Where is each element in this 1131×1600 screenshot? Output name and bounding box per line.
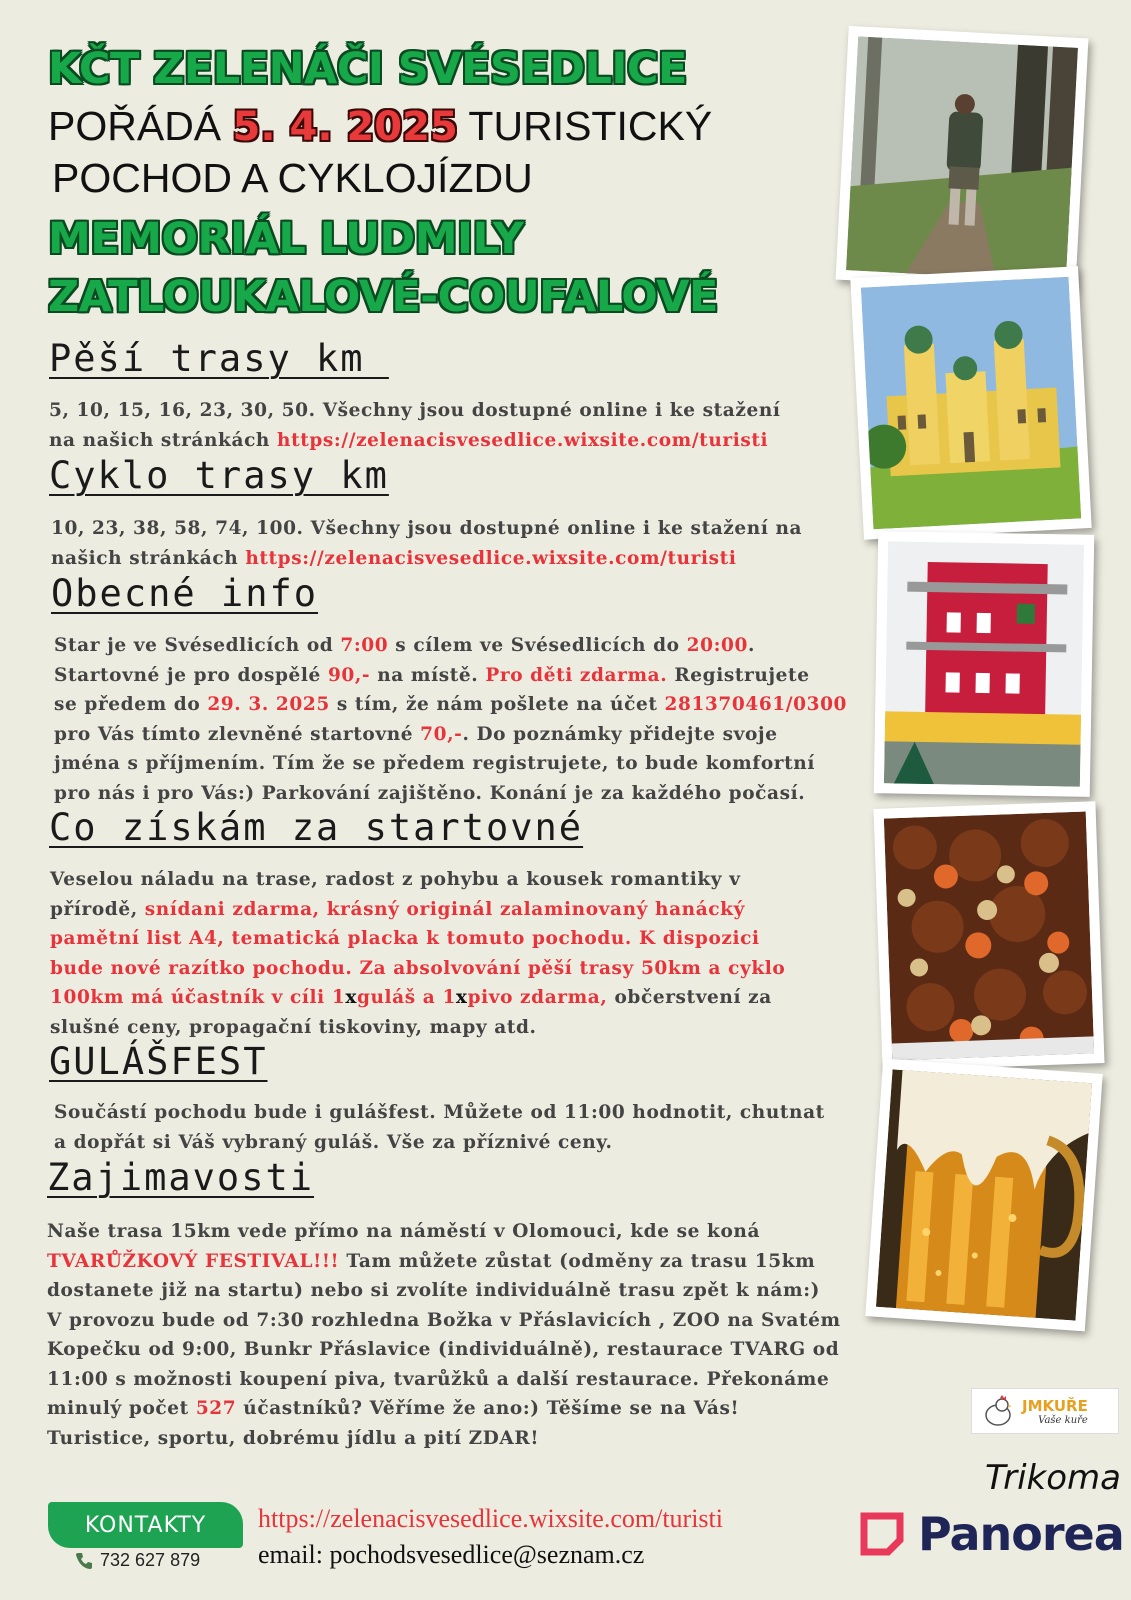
rewards-highlight: pivo zdarma, <box>467 987 608 1008</box>
rewards-heading: Co získám za startovné <box>49 806 584 849</box>
panorea-square-icon <box>860 1512 904 1556</box>
participant-count: 527 <box>195 1398 237 1419</box>
photo-hiker <box>836 26 1089 292</box>
rewards-highlight: 100km má účastník v cíli 1 <box>50 987 346 1008</box>
info-text: na místě. <box>370 664 486 686</box>
sights-line <box>47 1394 841 1424</box>
event-date: 5. 4. 2025 <box>232 104 458 150</box>
walk-routes-line: 5, 10, 15, 16, 23, 30, 50. Všechny jsou dostupné online i ke stažení <box>49 400 781 421</box>
title-memorial: MEMORIÁL LUDMILY <box>48 214 524 264</box>
rewards-line: slušné ceny, propagační tiskoviny, mapy atd. <box>50 1016 537 1038</box>
cycle-routes-heading: Cyklo trasy km <box>49 454 389 497</box>
photo-basilica <box>850 266 1091 540</box>
photo-beer <box>865 1059 1102 1332</box>
rewards-line: bude nové razítko pochodu. Za absolvování pěší trasy 50km a cyklo <box>50 957 786 979</box>
sights-line: 11:00 s možnosti koupení piva, tvarůžků a další restaurace. Překonáme <box>47 1368 830 1390</box>
info-line <box>54 690 847 720</box>
sights-line: Naše trasa 15km vede přímo na náměstí v Olomouci, kde se koná <box>47 1221 761 1242</box>
cycle-routes-link[interactable]: https://zelenacisvesedlice.wixsite.com/turisti <box>245 547 737 569</box>
info-text: Startovné je pro dospělé <box>54 664 328 686</box>
goulash-line: a dopřát si Váš vybraný guláš. Vše za příznivé ceny. <box>54 1131 613 1153</box>
title-organizes-post: TURISTICKÝ <box>457 103 713 149</box>
beer-image <box>876 1069 1092 1320</box>
kids-free: Pro děti zdarma. <box>485 664 668 686</box>
rewards-line <box>50 983 785 1013</box>
phone-icon <box>74 1551 94 1571</box>
rewards-text-part: občerstvení za <box>607 987 772 1008</box>
photo-tower <box>874 531 1095 797</box>
info-text: Star je ve Svésedlicích od <box>54 635 341 656</box>
info-text: pro Vás tímto zlevněné startovné <box>54 723 421 745</box>
walk-routes-heading: Pěší trasy km <box>49 337 389 380</box>
sights-heading: Zajimavosti <box>47 1156 315 1199</box>
cycle-routes-text <box>51 514 802 573</box>
info-text: Registrujete <box>667 664 810 686</box>
panorea-text: Panorea <box>918 1507 1124 1561</box>
info-line <box>54 661 847 691</box>
rewards-line: Veselou náladu na trase, radost z pohybu a kousek romantiky v <box>50 869 741 890</box>
info-text: se předem do <box>54 694 208 715</box>
rewards-times: x <box>455 987 468 1008</box>
cycle-routes-line <box>51 544 802 574</box>
info-line: jména s příjmením. Tím že se předem registrujete, to bude komfortní <box>54 753 815 774</box>
info-text: s tím, že nám pošlete na účet <box>329 694 665 715</box>
sights-text-part: minulý počet <box>47 1398 196 1419</box>
adult-fee: 90,- <box>327 664 371 686</box>
rewards-highlight: guláš a 1 <box>356 987 456 1008</box>
info-text: s cílem ve Svésedlicích do <box>388 635 687 656</box>
registration-deadline: 29. 3. 2025 <box>207 694 330 715</box>
walk-routes-line-text: na našich stránkách <box>49 429 278 451</box>
info-line <box>54 720 847 750</box>
cycle-routes-line: 10, 23, 38, 58, 74, 100. Všechny jsou dostupné online i ke stažení na <box>51 518 803 539</box>
info-text: . <box>747 635 755 656</box>
jm-kure-text <box>1022 1397 1088 1426</box>
info-line: pro nás i pro Vás:) Parkování zajištěno. Konání je za každého počasí. <box>54 782 806 804</box>
end-time: 20:00 <box>686 635 748 656</box>
sights-line: dostanete již na startu) nebo si zvolíte individuálně trasu zpět k nám:) <box>47 1280 820 1301</box>
title-organizes <box>48 103 712 150</box>
sights-line <box>47 1247 841 1277</box>
title-memorial-name: ZATLOUKALOVÉ-COUFALOVÉ <box>48 272 718 322</box>
lookout-tower-image <box>884 541 1084 786</box>
contacts-badge: KONTAKTY <box>48 1502 243 1548</box>
info-line <box>54 631 847 661</box>
rewards-line: pamětní list A4, tematická placka k tomuto pochodu. K dispozici <box>50 928 760 949</box>
goulash-image <box>884 812 1094 1061</box>
rewards-times: x <box>345 987 357 1008</box>
sights-line: Turistice, sportu, dobrému jídlu a pití ZDAR! <box>47 1427 540 1449</box>
title-club: KČT ZELENÁČI SVÉSEDLICE <box>48 44 687 94</box>
sights-text-part: účastníků? Věříme že ano:) Těšíme se na Vás! <box>236 1398 740 1419</box>
sights-text <box>47 1217 841 1453</box>
bank-account: 281370461/0300 <box>664 694 848 715</box>
title-organizes-pre: POŘÁDÁ <box>48 103 233 149</box>
walk-routes-text <box>49 396 781 455</box>
info-text: . Do poznámky přidejte svoje <box>462 723 778 745</box>
goulash-line: Součástí pochodu bude i gulášfest. Můžete od 11:00 hodnotit, chutnat <box>54 1102 825 1123</box>
jm-kure-logo <box>971 1388 1119 1434</box>
website-link[interactable]: https://zelenacisvesedlice.wixsite.com/turisti <box>258 1504 723 1533</box>
phone-row[interactable] <box>74 1550 200 1571</box>
rewards-line <box>50 895 785 925</box>
jm-kure-brand: JMKUŘE <box>1022 1396 1088 1415</box>
cycle-routes-line-text: našich stránkách <box>51 547 246 569</box>
walk-routes-link[interactable]: https://zelenacisvesedlice.wixsite.com/turisti <box>277 429 769 451</box>
general-info-heading: Obecné info <box>51 572 319 615</box>
trikoma-logo: Trikoma <box>985 1458 1121 1498</box>
title-event-type: POCHOD A CYKLOJÍZDU <box>52 155 533 201</box>
jm-kure-tagline: Vaše kuře <box>1038 1414 1088 1426</box>
basilica-image <box>861 277 1081 530</box>
cheese-festival: TVARŮŽKOVÝ FESTIVAL!!! <box>47 1250 340 1272</box>
photo-goulash <box>873 801 1104 1071</box>
panorea-logo <box>860 1507 1124 1561</box>
rewards-text <box>50 865 785 1042</box>
sights-line: V provozu bude od 7:30 rozhledna Božka v Přáslavicích , ZOO na Svatém <box>47 1309 841 1331</box>
goulash-heading: GULÁŠFEST <box>49 1040 268 1083</box>
goulash-text <box>54 1098 825 1157</box>
rewards-highlight: snídani zdarma, krásný originál zalaminovaný hanácký <box>144 898 745 920</box>
start-time: 7:00 <box>340 635 389 656</box>
hiker-forest-image <box>846 36 1078 281</box>
phone-number[interactable]: 732 627 879 <box>100 1550 201 1570</box>
discounted-fee: 70,- <box>420 723 463 745</box>
walk-routes-line <box>49 426 781 456</box>
general-info-text <box>54 631 847 808</box>
rewards-text-part: přírodě, <box>50 898 145 920</box>
email-address[interactable]: email: pochodsvesedlice@seznam.cz <box>258 1540 645 1569</box>
sights-text-part: Tam můžete zůstat (odměny za trasu 15km <box>339 1250 816 1272</box>
chicken-icon <box>980 1393 1016 1429</box>
sights-line: Kopečku od 9:00, Bunkr Přáslavice (individuálně), restaurace TVARG od <box>47 1339 840 1360</box>
